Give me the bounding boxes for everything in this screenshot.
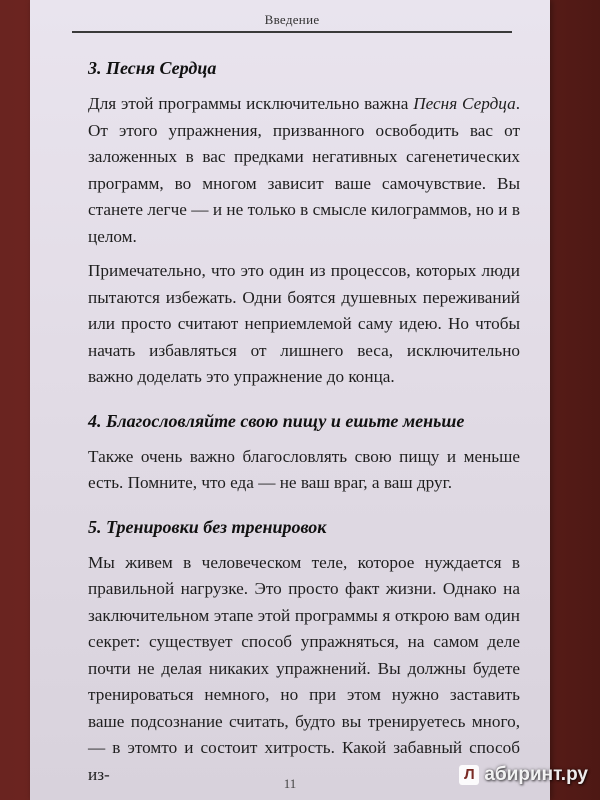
header-rule [72, 31, 512, 33]
paragraph [88, 550, 520, 789]
paragraph-text: Для этой программы исключительно важна [88, 94, 414, 113]
paragraph [88, 444, 520, 497]
section-song-of-heart [88, 56, 520, 391]
page-number: 11 [283, 776, 297, 791]
paragraph [88, 258, 520, 391]
section-heading: 4. Благословляйте свою пищу и ешьте меньше [88, 410, 465, 431]
emphasis: Песня Сердца [413, 94, 516, 113]
watermark-badge: Л [459, 765, 479, 785]
paragraph-text: Также очень важно благословлять свою пищу и меньше есть. Помните, что еда — не ваш враг, а ваш друг. [88, 446, 520, 492]
page-header [72, 12, 512, 42]
paragraph [88, 91, 520, 250]
book-page [30, 0, 550, 800]
section-heading: 3. Песня Сердца [88, 58, 217, 78]
page-body [88, 56, 520, 800]
section-training [88, 515, 520, 789]
section-heading: 5. Тренировки без тренировок [88, 516, 327, 537]
labirint-watermark [459, 764, 588, 786]
paragraph-text: Мы живем в человеческом теле, которое нуждается в правильной нагрузке. Это просто факт жизни. Однако на заключительном этапе этой программы я открою вам один секрет: существует способ упражняться, на самом деле почти не делая никаких упражнений. Вы должны будете тренироваться немного, но при этом нужно заставить ваше подсознание считать, будто вы тренируетесь много, — в этомто и состоит хитрость. Какой забавный способ из- [88, 552, 520, 784]
paragraph-text: . От этого упражнения, призванного освободить вас от заложенных в вас предками негативных сагенетических программ, во многом зависит ваше самочувствие. Вы станете легче — и не только в смысле килограммов, но и в целом. [88, 94, 520, 246]
watermark-text: абиринт.ру [484, 764, 588, 785]
section-bless-food [88, 409, 520, 497]
paragraph-text: Примечательно, что это один из процессов, которых люди пытаются избежать. Одни боятся душевных переживаний или просто считают неприемлемой саму идею. Но чтобы начать избавляться от лишнего веса, исключительно важно доделать это упражнение до конца. [88, 261, 520, 386]
running-head: Введение [264, 12, 320, 27]
